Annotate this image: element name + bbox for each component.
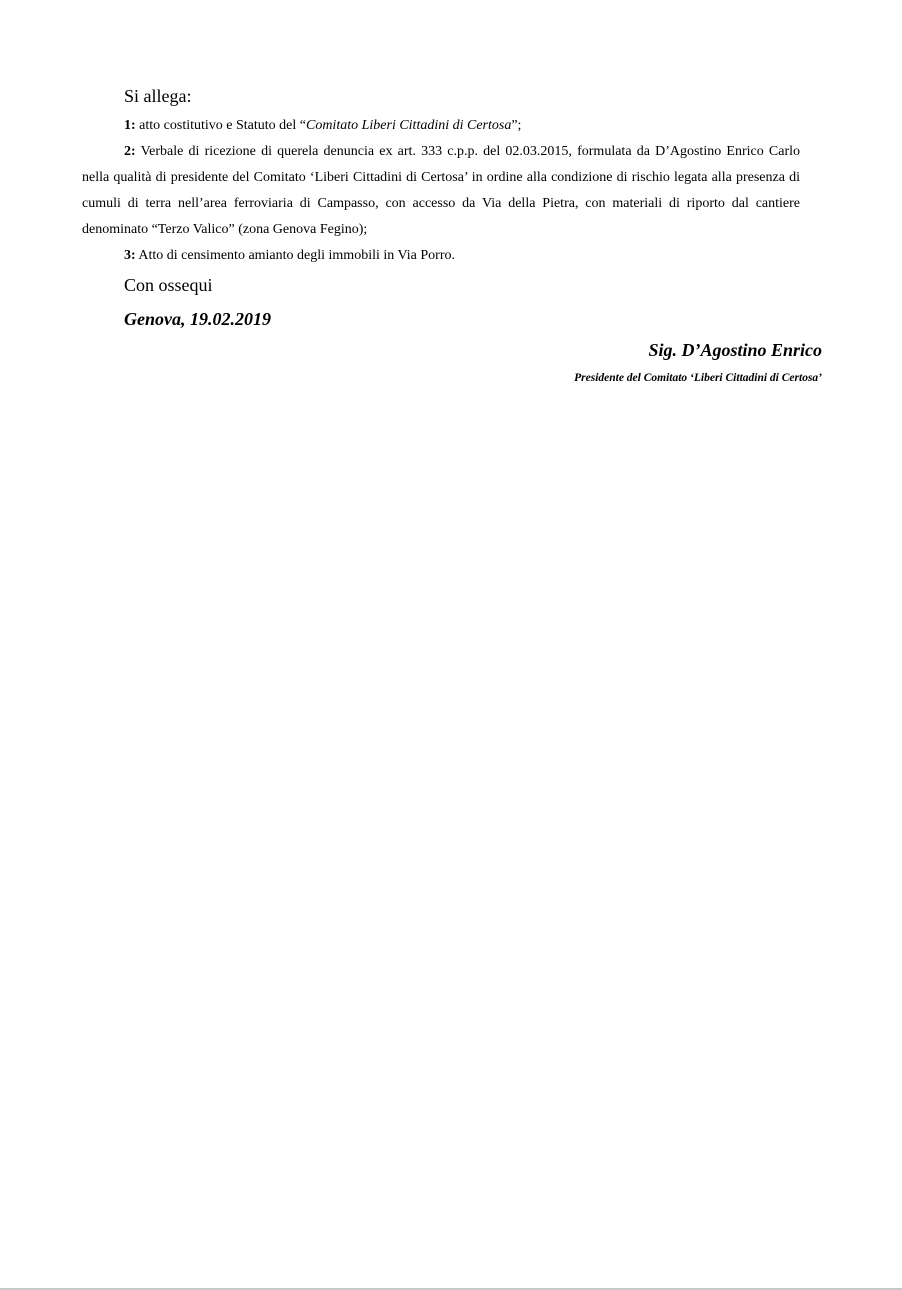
signature-name: Sig. D’Agostino Enrico bbox=[648, 340, 822, 360]
attachment-number: 1: bbox=[124, 118, 136, 133]
attachment-item-3 bbox=[82, 243, 800, 269]
attachment-text: Atto di censimento amianto degli immobili in Via Porro. bbox=[135, 248, 455, 263]
attachment-text: atto costitutivo e Statuto del “ bbox=[135, 118, 306, 133]
place-date: Genova, 19.02.2019 bbox=[124, 309, 271, 329]
attachment-text: Verbale di ricezione di querela denuncia ex art. 333 c.p.p. del 02.03.2015, formulata da D’Agostino Enrico Carlo nella qualità di presidente del Comitato ‘Liberi Cittadini di Certosa’ in ordine alla condizione di rischio legata alla presenza di cumuli di terra nell’area ferroviaria di Campasso, con accesso da Via della Pietra, con materiali di riporto dal cantiere denominato “Terzo Valico” (zona Genova Fegino); bbox=[82, 144, 800, 237]
attachment-committee-name: Comitato Liberi Cittadini di Certosa bbox=[305, 118, 512, 133]
attachment-number: 3: bbox=[124, 248, 136, 263]
attachment-number: 2: bbox=[124, 144, 136, 159]
closing-salutation: Con ossequi bbox=[124, 275, 213, 295]
attachment-text-end: ”; bbox=[511, 118, 522, 133]
signature-role: Presidente del Comitato ‘Liberi Cittadini di Certosa’ bbox=[574, 372, 822, 384]
attachment-item-1 bbox=[82, 113, 800, 139]
attachments-intro: Si allega: bbox=[124, 86, 192, 106]
attachment-item-2 bbox=[82, 139, 800, 243]
